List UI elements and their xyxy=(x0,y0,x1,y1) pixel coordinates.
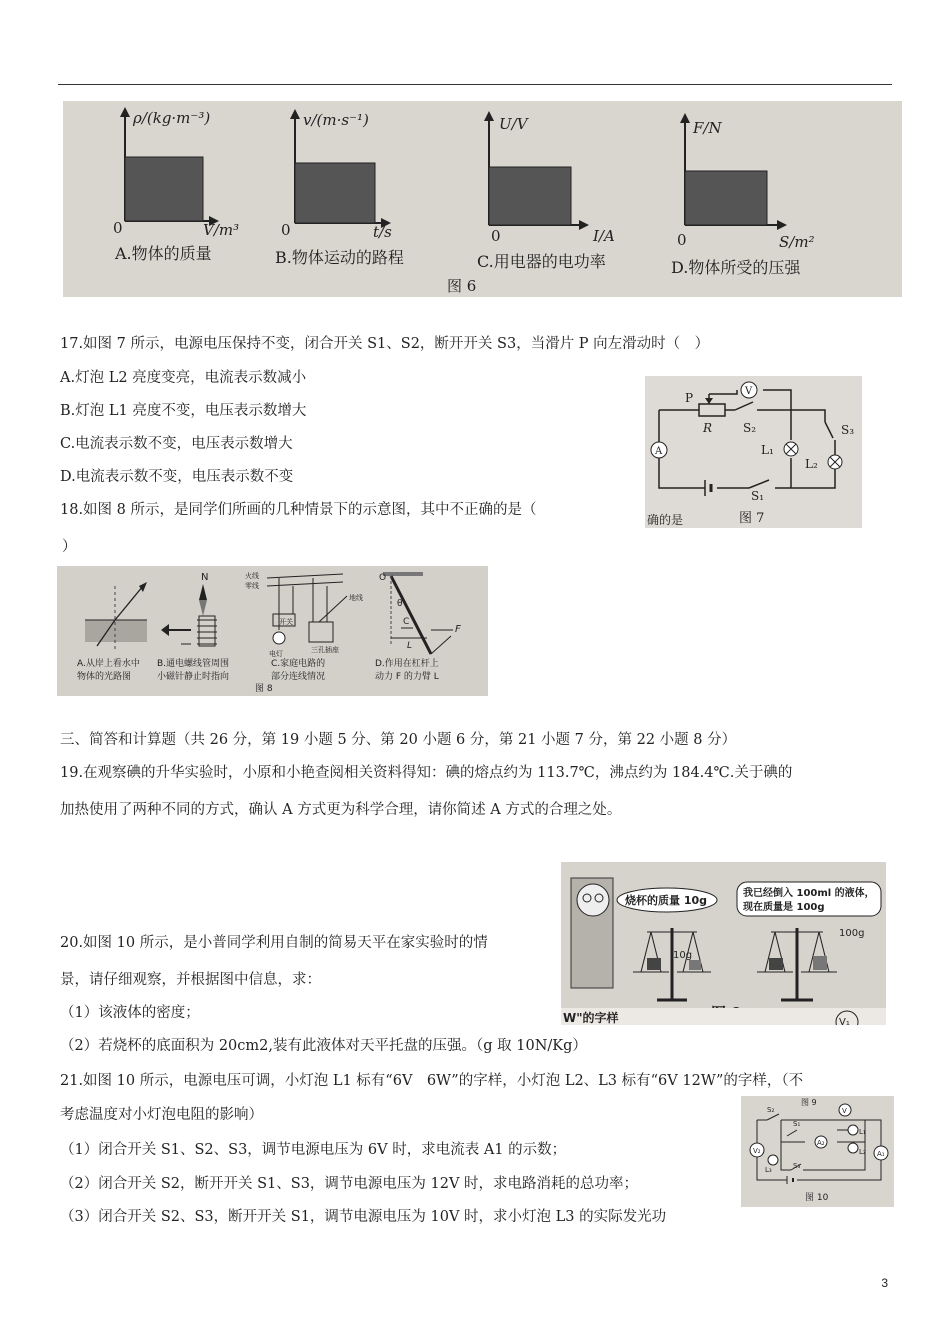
fig10-label-l2: L₂ xyxy=(859,1148,866,1156)
question-20: 20.如图 10 所示，是小普同学利用自制的简易天平在家实验时的情 xyxy=(60,935,488,951)
graph-c-ylabel: U/V xyxy=(499,115,528,133)
fig7-label-s1: S₁ xyxy=(751,489,765,503)
q17-option-c: C.电流表示数不变，电压表示数增大 xyxy=(60,436,293,452)
fig7-label-l2: L₂ xyxy=(805,457,818,471)
graph-b xyxy=(275,109,404,267)
fig10-label-s3: S₃ xyxy=(793,1162,801,1170)
graph-a-ylabel: ρ/(kg·m⁻³) xyxy=(133,109,211,127)
fig10-label-v2: V₂ xyxy=(753,1147,761,1155)
figure-8 xyxy=(57,566,488,696)
fig8-solenoid xyxy=(161,572,217,646)
fig10-label-v: V xyxy=(842,1107,847,1115)
fig8-lever-f: F xyxy=(455,624,461,635)
page-number: 3 xyxy=(881,1276,888,1290)
q20-part-1: （1）该液体的密度； xyxy=(60,1005,200,1021)
graph-a-origin: 0 xyxy=(113,219,123,237)
q21-part-2: （2）闭合开关 S2，断开开关 S1、S3，调节电源电压为 12V 时，求电路消耗的总功率； xyxy=(60,1176,639,1192)
fig9-bleed-text: W"的字样 xyxy=(563,1011,619,1025)
fig7-label-p: P xyxy=(685,391,694,405)
question-18: 18.如图 8 所示，是同学们所画的几种情景下的示意图，其中不正确的是（ xyxy=(60,502,537,518)
fig8-switch: 开关 xyxy=(279,618,293,626)
fig10-label-s2: S₂ xyxy=(767,1106,775,1114)
q17-option-a: A.灯泡 L2 亮度变亮，电流表示数减小 xyxy=(60,370,307,386)
fig7-label-s2: S₂ xyxy=(743,421,757,435)
fig7-label-s3: S₃ xyxy=(841,423,855,437)
fig10-label-a2: A₂ xyxy=(817,1139,825,1147)
graph-b-xlabel: t/s xyxy=(373,223,392,241)
question-17: 17.如图 7 所示，电源电压保持不变，闭合开关 S1、S2，断开开关 S3，当滑片 P 向左滑动时（ ） xyxy=(60,336,710,352)
header-rule xyxy=(58,84,892,85)
graph-c-caption: C.用电器的电功率 xyxy=(477,252,606,271)
figure-6-label: 图 6 xyxy=(447,277,477,295)
figure-6 xyxy=(63,101,902,297)
fig8-caption-b1: B.通电螺线管周围 xyxy=(157,659,230,669)
graph-c-origin: 0 xyxy=(491,227,501,245)
graph-a-xlabel: V/m³ xyxy=(203,221,240,239)
fig8-caption-a1: A.从岸上看水中 xyxy=(77,659,140,669)
fig7-label-r: R xyxy=(703,421,713,435)
fig10-top-label: 图 9 xyxy=(801,1098,817,1107)
fig8-ground: 地线 xyxy=(349,594,363,602)
figure-7 xyxy=(645,376,862,528)
q21-part-1: （1）闭合开关 S1、S2、S3，调节电源电压为 6V 时，求电流表 A1 的示数； xyxy=(60,1142,567,1158)
fig8-lever xyxy=(379,572,461,654)
fig8-caption-b2: 小磁针静止时指向 xyxy=(157,672,230,682)
fig8-caption-a2: 物体的光路图 xyxy=(77,672,132,682)
fig8-home-circuit xyxy=(245,571,363,658)
graph-d xyxy=(671,113,815,277)
question-20-cont: 景，请仔细观察，并根据图中信息，求： xyxy=(60,972,321,988)
graph-b-origin: 0 xyxy=(281,221,291,239)
fig8-light-path xyxy=(85,582,147,650)
graph-c-xlabel: I/A xyxy=(593,227,615,245)
figure-8-label: 图 8 xyxy=(255,684,273,694)
fig7-label-a: A xyxy=(655,446,663,457)
fig7-label-v: V xyxy=(745,386,753,397)
fig9-bubble-2b: 现在质量是 100g xyxy=(743,902,825,913)
fig8-lever-o: O xyxy=(379,573,387,583)
question-18-cont: ） xyxy=(62,539,77,555)
fig9-bubble-2a: 我已经倒入 100ml 的液体， xyxy=(743,888,875,899)
fig7-label-l1: L₁ xyxy=(761,443,774,457)
fig8-north: N xyxy=(201,572,209,583)
question-19-cont: 加热使用了两种不同的方式，确认 A 方式更为科学合理，请你简述 A 方式的合理之处。 xyxy=(60,802,622,818)
fig8-lever-c: C xyxy=(403,617,410,627)
q17-option-b: B.灯泡 L1 亮度不变，电压表示数增大 xyxy=(60,403,307,419)
question-21-cont: 考虑温度对小灯泡电阻的影响） xyxy=(60,1107,263,1123)
fig9-bubble-1: 烧杯的质量 10g xyxy=(625,894,708,907)
fig8-caption-c2: 部分连线情况 xyxy=(271,672,326,682)
fig8-caption-c1: C.家庭电路的 xyxy=(271,659,326,669)
fig8-lamp: 电灯 xyxy=(269,650,283,658)
graph-d-caption: D.物体所受的压强 xyxy=(671,258,801,277)
fig8-lever-l: L xyxy=(407,641,413,651)
fig7-bleed-text: 确的是 xyxy=(647,513,684,527)
section-3-heading: 三、简答和计算题（共 26 分，第 19 小题 5 分、第 20 小题 6 分，第 21 小题 7 分，第 22 小题 8 分） xyxy=(60,732,737,748)
fig9-weight-2: 100g xyxy=(839,928,865,939)
fig10-label-a1: A₁ xyxy=(877,1150,885,1158)
fig10-label-l1: L₁ xyxy=(859,1128,866,1136)
fig10-label-l3: L₃ xyxy=(765,1166,772,1174)
figure-9 xyxy=(561,862,886,1025)
graph-d-ylabel: F/N xyxy=(693,119,722,137)
graph-d-xlabel: S/m² xyxy=(779,233,815,251)
fig8-socket: 三孔插座 xyxy=(311,646,339,654)
fig9-weight-1: 10g xyxy=(673,950,693,961)
question-19: 19.在观察碘的升华实验时，小原和小艳查阅相关资料得知：碘的熔点约为 113.7℃，沸点约为 184.4℃.关于碘的 xyxy=(60,765,793,781)
figure-10 xyxy=(741,1096,894,1207)
q17-option-d: D.电流表示数不变，电压表示数不变 xyxy=(60,469,294,485)
graph-b-ylabel: v/(m·s⁻¹) xyxy=(303,111,369,129)
question-21: 21.如图 10 所示，电源电压可调，小灯泡 L1 标有“6V 6W”的字样，小灯泡 L2、L3 标有“6V 12W”的字样，（不 xyxy=(60,1073,804,1089)
fig8-lever-theta: θ xyxy=(397,599,403,609)
graph-d-origin: 0 xyxy=(677,231,687,249)
figure-7-label: 图 7 xyxy=(739,511,765,526)
fig8-caption-d2: 动力 F 的力臂 L xyxy=(375,672,439,682)
fig8-caption-d1: D.作用在杠杆上 xyxy=(375,659,439,669)
fig9-meter: V₁ xyxy=(839,1017,850,1025)
fig10-label-s1: S₁ xyxy=(793,1120,801,1128)
q20-part-2: （2）若烧杯的底面积为 20cm2,装有此液体对天平托盘的压强。（g 取 10N/Kg） xyxy=(60,1038,587,1054)
fig8-wire-fire: 火线 xyxy=(245,572,259,580)
graph-b-caption: B.物体运动的路程 xyxy=(275,248,404,267)
q21-part-3: （3）闭合开关 S2、S3，断开开关 S1，调节电源电压为 10V 时，求小灯泡 L3 的实际发光功 xyxy=(60,1209,667,1225)
graph-a-caption: A.物体的质量 xyxy=(115,244,212,263)
figure-10-label: 图 10 xyxy=(805,1193,829,1203)
graph-a xyxy=(113,107,239,263)
fig8-wire-zero: 零线 xyxy=(245,582,259,590)
graph-c xyxy=(477,111,615,271)
